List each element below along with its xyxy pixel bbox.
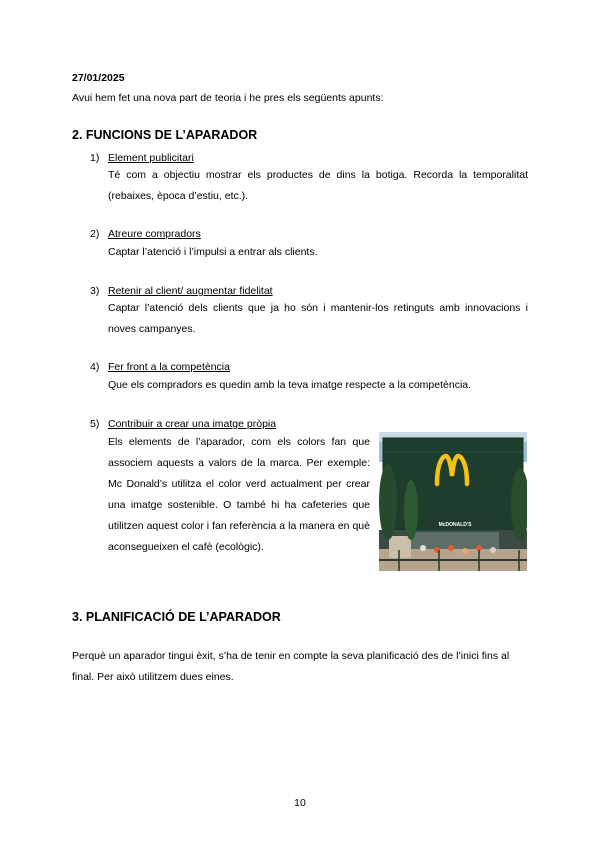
item-1-number: 1) <box>90 152 100 164</box>
item-3-number: 3) <box>90 285 100 297</box>
item-5-title: Contribuir a crear una imatge pròpia <box>108 418 277 430</box>
item-3-title: Retenir al client/ augmentar fidelitat <box>108 285 273 297</box>
intro-text: Avui hem fet una nova part de teoria i he pres els següents apunts: <box>72 92 384 104</box>
photo-sign-text: McDONALD'S <box>438 522 472 528</box>
date-heading: 27/01/2025 <box>72 72 125 84</box>
item-2-number: 2) <box>90 228 100 240</box>
section-2-title: 2. FUNCIONS DE L’APARADOR <box>72 128 258 142</box>
item-2-title: Atreure compradors <box>108 228 201 240</box>
section-3-title: 3. PLANIFICACIÓ DE L’APARADOR <box>72 610 281 624</box>
section-3-body: Perquè un aparador tingui èxit, s’ha de tenir en compte la seva planificació des de l’inici fins al final. Per això utilitzem dues eines. <box>72 650 510 683</box>
item-5-body: Els elements de l’aparador, com els colors fan que associem aquests a valors de la marca. Per exemple: Mc Donald’s utilitza el color verd actualment per crear una imatge sostenible. O també hi ha cafeteries que utilitzen aquest color i fan referència a la manera en què aconsegueixen el cafè (ecològic). <box>108 436 370 553</box>
item-2-body: Captar l’atenció i l’impulsi a entrar als clients. <box>108 246 318 258</box>
item-1-title: Element publicitari <box>108 152 194 164</box>
item-5-number: 5) <box>90 418 100 430</box>
item-4-title: Fer front a la competència <box>108 361 230 373</box>
item-3-body: Captar l’atenció dels clients que ja ho són i mantenir-los retinguts amb innovacions i noves campanyes. <box>108 302 528 335</box>
mcdonalds-storefront-photo <box>379 432 527 571</box>
item-4-number: 4) <box>90 361 100 373</box>
page-number: 10 <box>294 797 306 809</box>
item-1-body: Té com a objectiu mostrar els productes de dins la botiga. Recorda la temporalitat (rebaixes, època d’estiu, etc.). <box>108 169 528 202</box>
item-4-body: Que els compradors es quedin amb la teva imatge respecte a la competència. <box>108 379 472 391</box>
